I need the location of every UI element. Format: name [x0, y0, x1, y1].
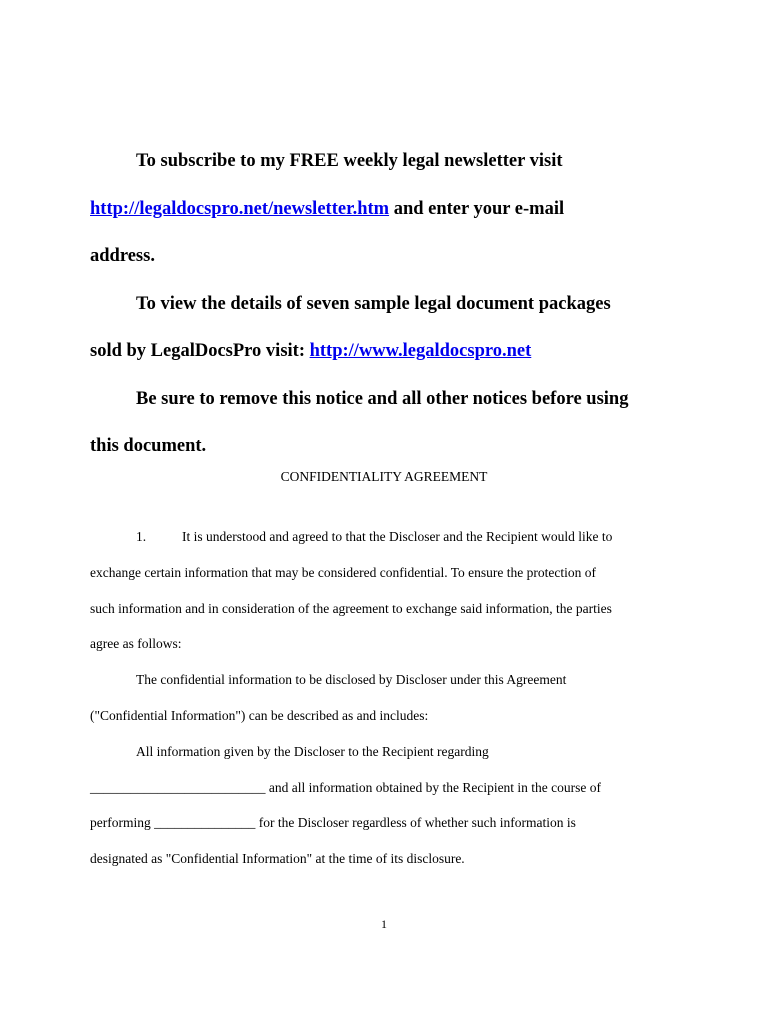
- agreement-title: CONFIDENTIALITY AGREEMENT: [280, 469, 488, 484]
- subscribe-line-2: [90, 186, 690, 234]
- newsletter-link[interactable]: http://legaldocspro.net/newsletter.htm: [90, 198, 390, 219]
- paragraph-3-line-2: __________________________ and all information obtained by the Recipient in the course of: [90, 779, 602, 795]
- notice-block: [90, 138, 690, 471]
- paragraph-3-line-4: designated as "Confidential Information" at the time of its disclosure.: [90, 851, 465, 867]
- paragraph-1-line-3: such information and in consideration of the agreement to exchange said information, the parties: [90, 600, 612, 616]
- clause-number: 1.: [136, 529, 147, 544]
- paragraph-3-line-1: All information given by the Discloser to the Recipient regarding: [136, 743, 489, 759]
- remove-line-2: this document.: [90, 436, 207, 456]
- view-line-1: To view the details of seven sample legal document packages: [136, 293, 611, 314]
- page-number: 1: [381, 917, 387, 931]
- remove-line-1: Be sure to remove this notice and all other notices before using: [136, 388, 629, 409]
- paragraph-1-line-1: [90, 519, 690, 555]
- view-line-2-prefix: sold by LegalDocsPro visit:: [90, 341, 310, 361]
- view-line-2: [90, 328, 690, 376]
- paragraph-1-line-2: exchange certain information that may be considered confidential. To ensure the protection of: [90, 564, 596, 580]
- paragraph-2-line-2: ("Confidential Information") can be described as and includes:: [90, 707, 429, 723]
- paragraph-3-line-3: performing _______________ for the Discloser regardless of whether such information is: [90, 815, 576, 831]
- site-link[interactable]: http://www.legaldocspro.net: [309, 341, 532, 361]
- paragraph-1-line-1-text: It is understood and agreed to that the Discloser and the Recipient would like to: [182, 529, 613, 544]
- subscribe-line-2-rest: and enter your e-mail: [389, 198, 565, 219]
- paragraph-1-line-4: agree as follows:: [90, 636, 182, 652]
- paragraph-2-line-1: The confidential information to be disclosed by Discloser under this Agreement: [136, 672, 567, 688]
- agreement-body: [90, 519, 690, 877]
- subscribe-line-3: address.: [90, 246, 155, 266]
- subscribe-line-1: To subscribe to my FREE weekly legal newsletter visit: [136, 151, 563, 171]
